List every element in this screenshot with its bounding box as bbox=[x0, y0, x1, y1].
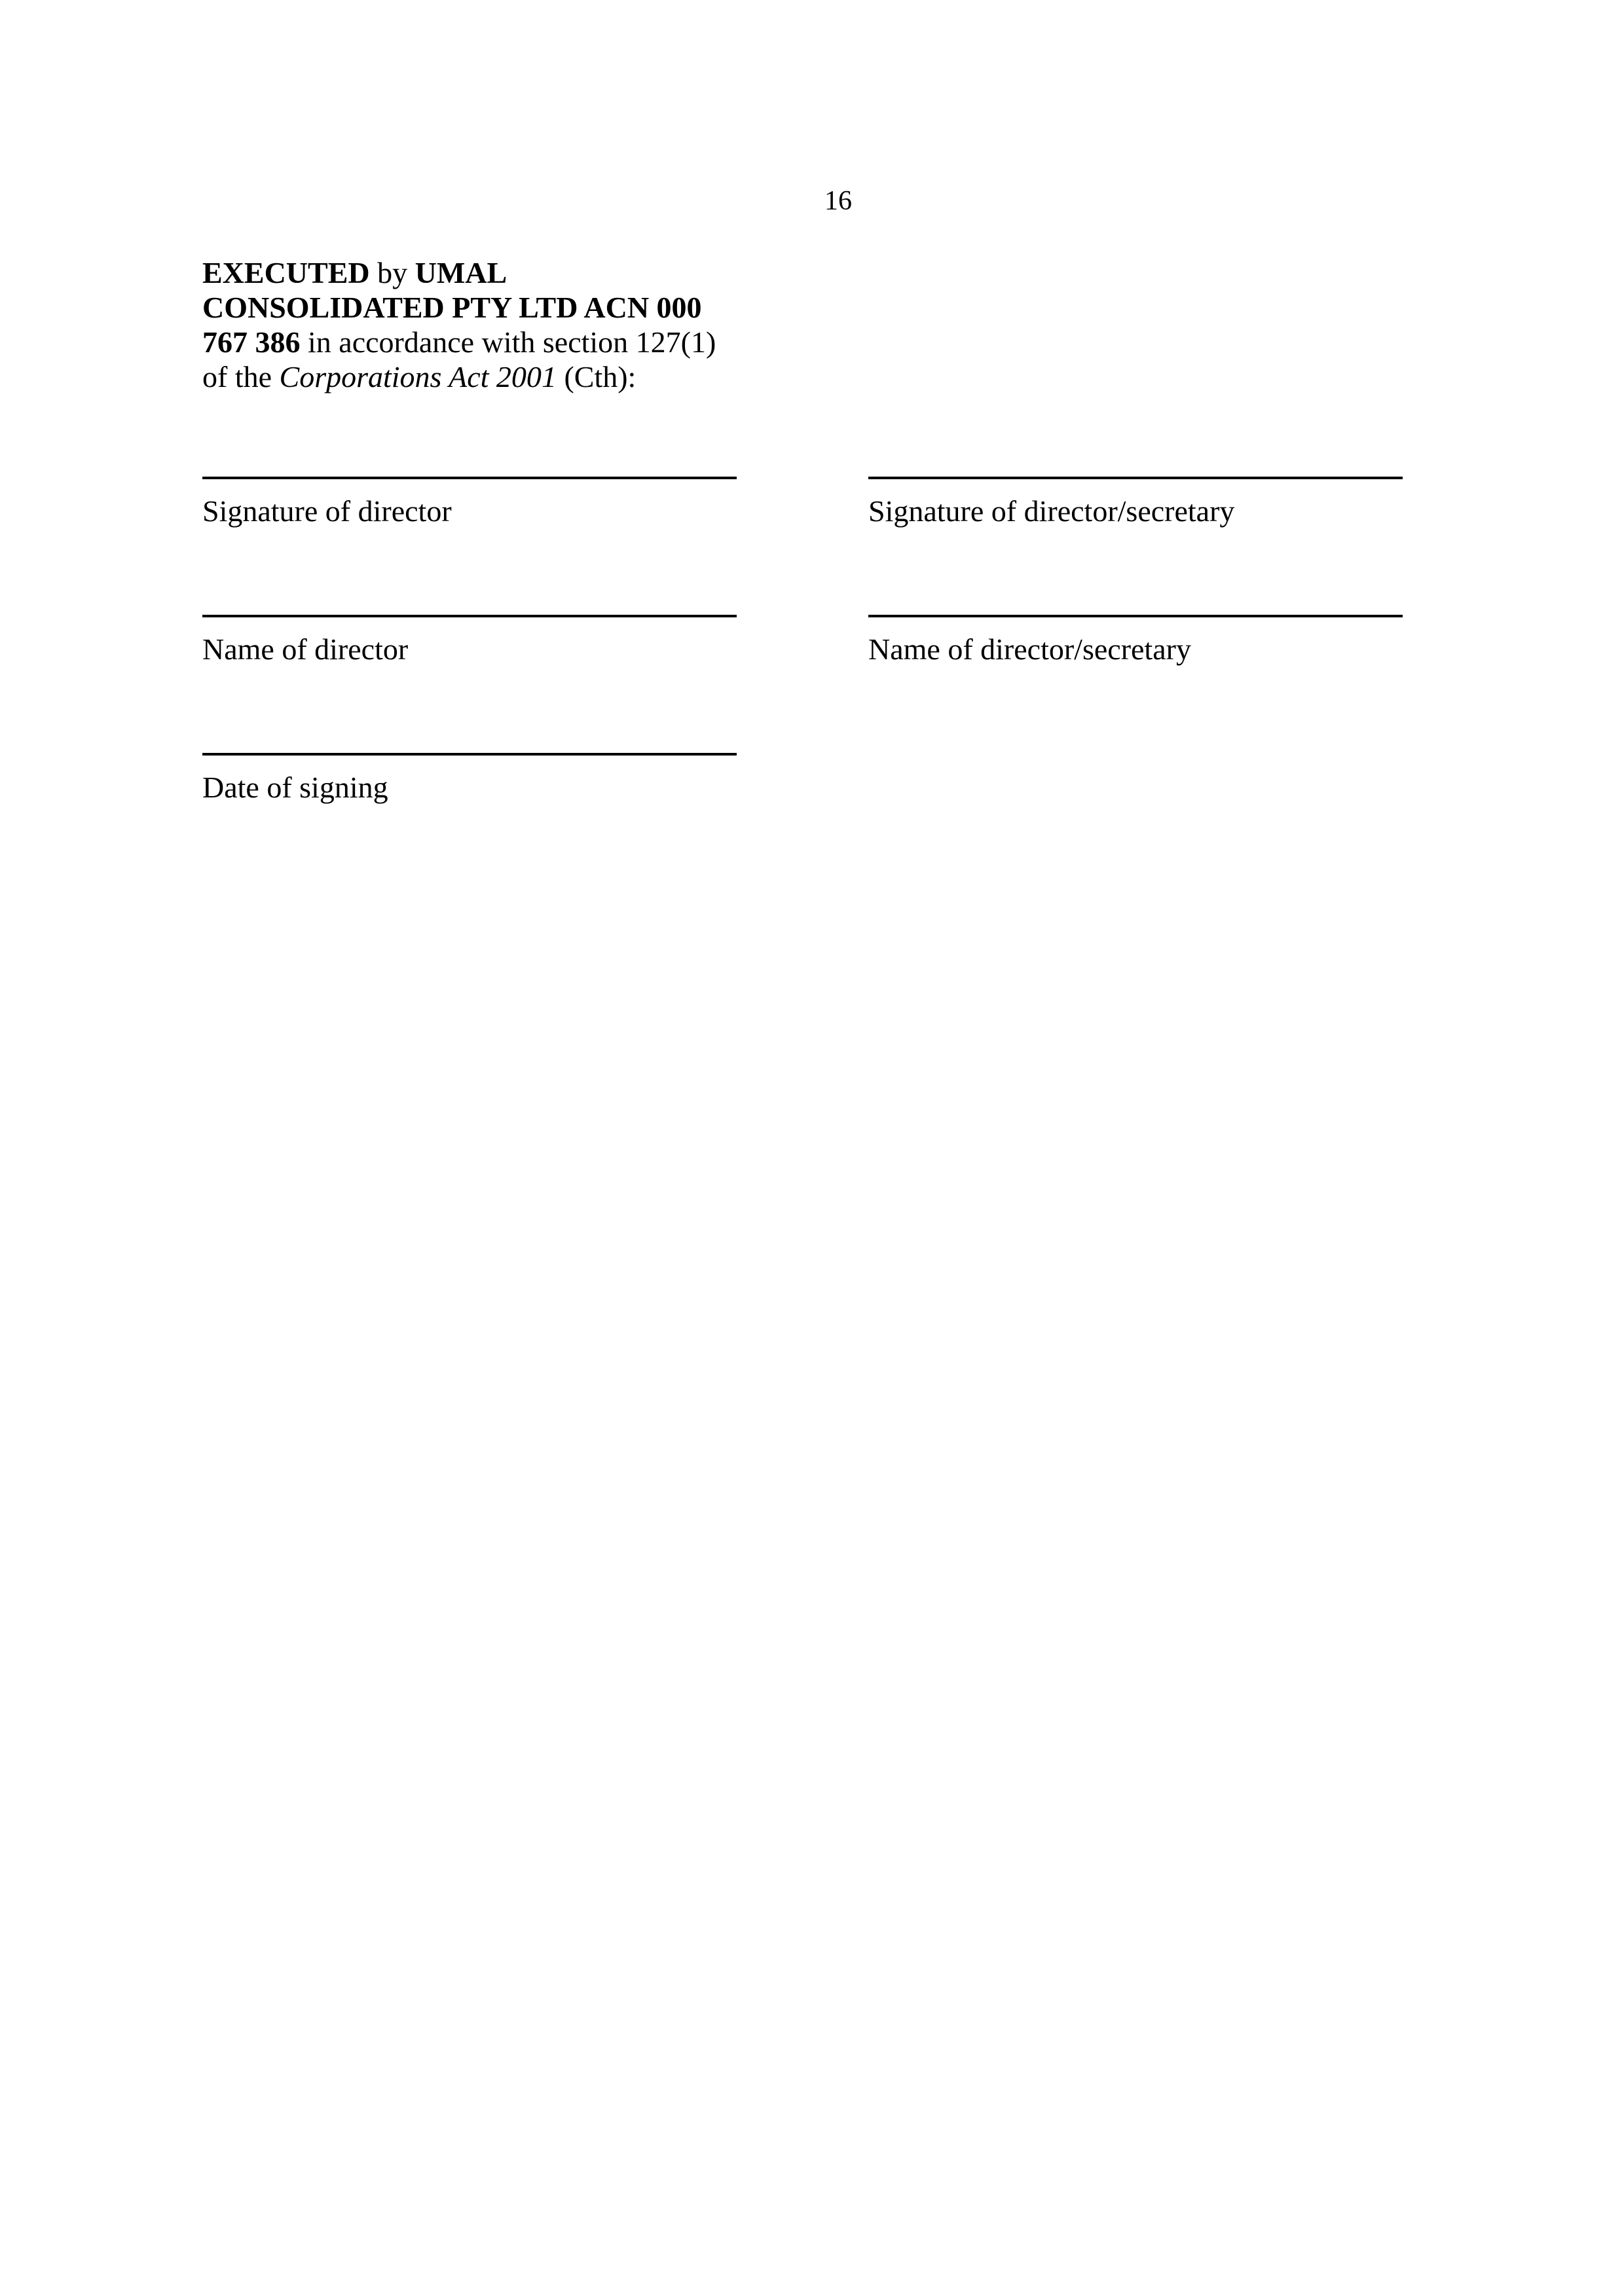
execution-clause-line-4 bbox=[202, 359, 792, 394]
by-text: by bbox=[369, 256, 415, 289]
act-title: Corporations Act 2001 bbox=[279, 360, 557, 393]
signature-of-director-label: Signature of director bbox=[202, 494, 452, 528]
signature-of-director-line[interactable] bbox=[202, 477, 737, 479]
company-name-part-2: CONSOLIDATED PTY LTD ACN 000 bbox=[202, 291, 702, 324]
signature-of-director-secretary-label: Signature of director/secretary bbox=[868, 494, 1235, 528]
date-of-signing-label: Date of signing bbox=[202, 771, 388, 804]
company-name-part-1: UMAL bbox=[415, 256, 507, 289]
name-of-director-line[interactable] bbox=[202, 615, 737, 617]
execution-clause-line-3 bbox=[202, 325, 792, 359]
accordance-text: in accordance with section 127(1) bbox=[300, 325, 716, 359]
executed-keyword: EXECUTED bbox=[202, 256, 370, 289]
acn-number-part: 767 386 bbox=[202, 325, 301, 359]
execution-clause bbox=[202, 255, 792, 394]
cth-text: (Cth): bbox=[556, 360, 637, 393]
execution-clause-line-1 bbox=[202, 255, 792, 290]
page-number: 16 bbox=[824, 186, 852, 216]
name-of-director-secretary-line[interactable] bbox=[868, 615, 1403, 617]
execution-clause-line-2 bbox=[202, 290, 792, 325]
of-the-text: of the bbox=[202, 360, 280, 393]
signature-of-director-secretary-line[interactable] bbox=[868, 477, 1403, 479]
name-of-director-label: Name of director bbox=[202, 632, 409, 666]
date-of-signing-line[interactable] bbox=[202, 753, 737, 756]
name-of-director-secretary-label: Name of director/secretary bbox=[868, 632, 1191, 666]
